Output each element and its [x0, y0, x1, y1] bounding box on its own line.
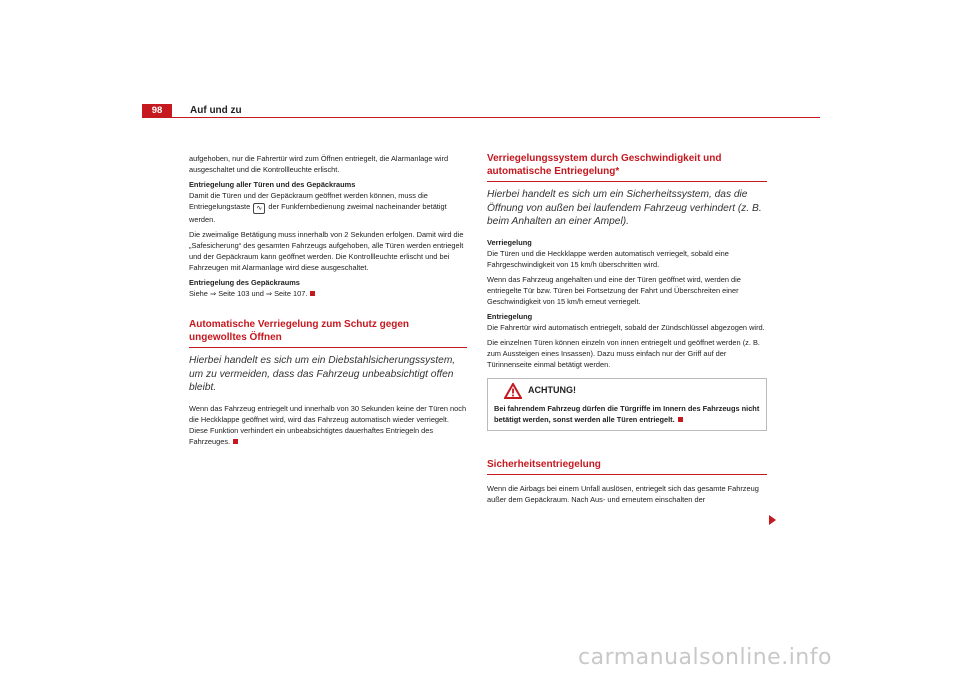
paragraph-see-pages	[189, 288, 467, 299]
section-lead-speed-lock: Hierbei handelt es sich um ein Sicherheitssystem, das die Öffnung von außen bei laufendem Fahrzeug verhindert (z. B. beim Anhalten an einer Ampel).	[487, 189, 762, 227]
paragraph-airbag-unlock: Wenn die Airbags bei einem Unfall auslösen, entriegelt sich das gesamte Fahrzeug außer dem Gepäckraum. Nach Aus- und erneutem einschalten der	[487, 484, 759, 504]
next-page-arrow-icon[interactable]	[769, 515, 776, 525]
paragraph-auto-relock: Wenn das Fahrzeug entriegelt und innerhalb von 30 Sekunden keine der Türen noch die Heckklappe geöffnet wird, wird das Fahrzeug automatisch wieder verriegelt. Diese Funktion verhindert ein unbeabsichtigtes dauerhaftes Entriegeln des Fahrzeuges.	[189, 403, 467, 446]
warning-box	[487, 378, 767, 431]
remote-unlock-key-icon: ∿	[253, 203, 265, 214]
right-column	[487, 153, 767, 509]
paragraph-driver-unlock: Die Fahrertür wird automatisch entriegelt, sobald der Zündschlüssel abgezogen wird.	[487, 322, 765, 332]
subheading-locking: Verriegelung	[487, 237, 532, 247]
section-heading-safety-unlock: Sicherheitsentriegelung	[487, 459, 767, 476]
watermark: carmanualsonline.info	[578, 645, 832, 670]
paragraph-locking-speed: Die Türen und die Heckklappe werden automatisch verriegelt, sobald eine Fahrgeschwindigkeit von 15 km/h überschritten wird.	[487, 248, 729, 269]
left-column	[189, 153, 467, 451]
end-of-section-icon	[310, 291, 315, 296]
end-of-section-icon	[233, 439, 238, 444]
section-heading-speed-lock: Verriegelungssystem durch Geschwindigkeit und automatische Entriegelung*	[487, 153, 767, 182]
paragraph-inner-handle: Die einzelnen Türen können einzeln von innen entriegelt und geöffnet werden (z. B. zum Aussteigen eines Insassen). Dazu muss einfach nur der Griff auf der Türinnenseite einmal betätigt werden.	[487, 337, 760, 369]
page-reference-link[interactable]: Siehe ⇒ Seite 103 und ⇒ Seite 107.	[189, 289, 308, 298]
paragraph-double-press: Die zweimalige Betätigung muss innerhalb von 2 Sekunden erfolgen. Damit wird die „Safesicherung“ des gesamten Fahrzeugs aufgehoben, alle Türen werden entriegelt und der Gepäckraum kann geöffnet werden. Die Kontrollleuchte erlischt und bei Fahrzeugen mit Alarmanlage wird diese ausgeschaltet.	[189, 230, 464, 272]
end-of-section-icon	[678, 417, 683, 422]
subheading-unlock-all: Entriegelung aller Türen und des Gepäckraums	[189, 180, 356, 189]
warning-title: ACHTUNG!	[528, 385, 576, 395]
paragraph-relock: Wenn das Fahrzeug angehalten und eine der Türen geöffnet wird, werden die entriegelte Tür bzw. Türen bei Fortsetzung der Fahrt und Überschreiten einer Geschwindigkeit von 15 km/h erneut verriegelt.	[487, 274, 741, 306]
warning-triangle-icon	[504, 383, 522, 399]
intro-paragraph: aufgehoben, nur die Fahrertür wird zum Öffnen entriegelt, die Alarmanlage wird ausgeschaltet und die Kontrollleuchte erlischt.	[189, 154, 449, 174]
subheading-unlocking: Entriegelung	[487, 311, 533, 321]
section-heading-auto-lock: Automatische Verriegelung zum Schutz gegen ungewolltes Öffnen	[189, 319, 467, 348]
page-header-title: Auf und zu	[190, 105, 242, 116]
page-number: 98	[142, 104, 172, 118]
warning-text: Bei fahrendem Fahrzeug dürfen die Türgriffe im Innern des Fahrzeugs nicht betätigt werden, sonst werden alle Türen entriegelt.	[494, 403, 760, 424]
section-lead-auto-lock: Hierbei handelt es sich um ein Diebstahlsicherungssystem, um zu vermeiden, dass das Fahrzeug unbeabsichtigt offen bleibt.	[189, 355, 456, 393]
header-rule	[172, 117, 820, 118]
warning-header	[494, 383, 760, 399]
paragraph-unlock-key: Damit die Türen und der Gepäckraum geöffnet werden können, muss die Entriegelungstaste ∿ der Funkfernbedienung zweimal nacheinander betätigt werden.	[189, 191, 447, 224]
subheading-unlock-boot: Entriegelung des Gepäckraums	[189, 278, 300, 287]
